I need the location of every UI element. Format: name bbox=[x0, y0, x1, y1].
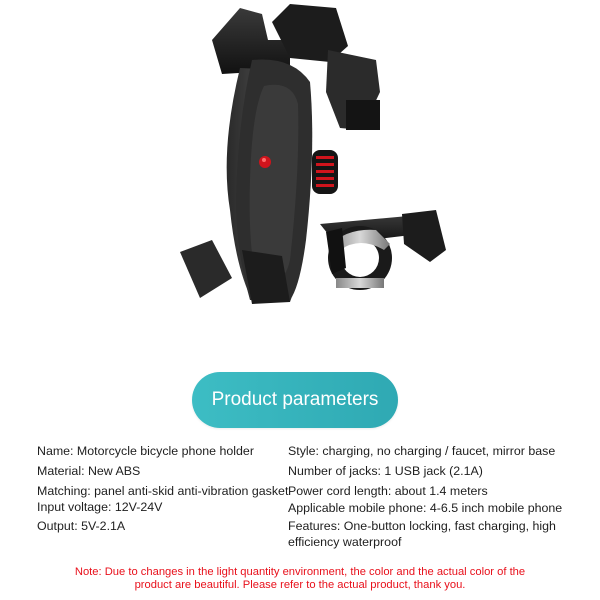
spec-output: Output: 5V-2.1A bbox=[37, 519, 126, 533]
spec-features: Features: One-button locking, fast charging, high efficiency waterproof bbox=[288, 519, 556, 549]
lock-button bbox=[259, 156, 271, 168]
spec-applicable-phone: Applicable mobile phone: 4-6.5 inch mobile phone bbox=[288, 501, 563, 515]
spec-power-cord: Power cord length: about 1.4 meters bbox=[288, 484, 488, 498]
spec-jacks: Number of jacks: 1 USB jack (2.1A) bbox=[288, 464, 483, 478]
product-parameters-badge: Product parameters bbox=[192, 372, 398, 428]
ball-joint-knob bbox=[312, 150, 338, 194]
spec-style: Style: charging, no charging / faucet, mirror base bbox=[288, 444, 556, 458]
phone-holder-image bbox=[140, 0, 470, 345]
spec-input-voltage: Input voltage: 12V-24V bbox=[37, 500, 163, 514]
note-line-2: product are beautiful. Please refer to the actual product, thank you. bbox=[134, 579, 466, 591]
bottom-left-foot bbox=[180, 240, 232, 298]
right-clamp bbox=[402, 210, 446, 262]
spec-name: Name: Motorcycle bicycle phone holder bbox=[37, 444, 254, 458]
spec-material: Material: New ABS bbox=[37, 464, 141, 478]
note-text bbox=[20, 566, 580, 592]
note-line-1: Note: Due to changes in the light quantity environment, the color and the actual color of the bbox=[74, 566, 526, 578]
spec-matching: Matching: panel anti-skid anti-vibration gasket bbox=[37, 484, 289, 498]
